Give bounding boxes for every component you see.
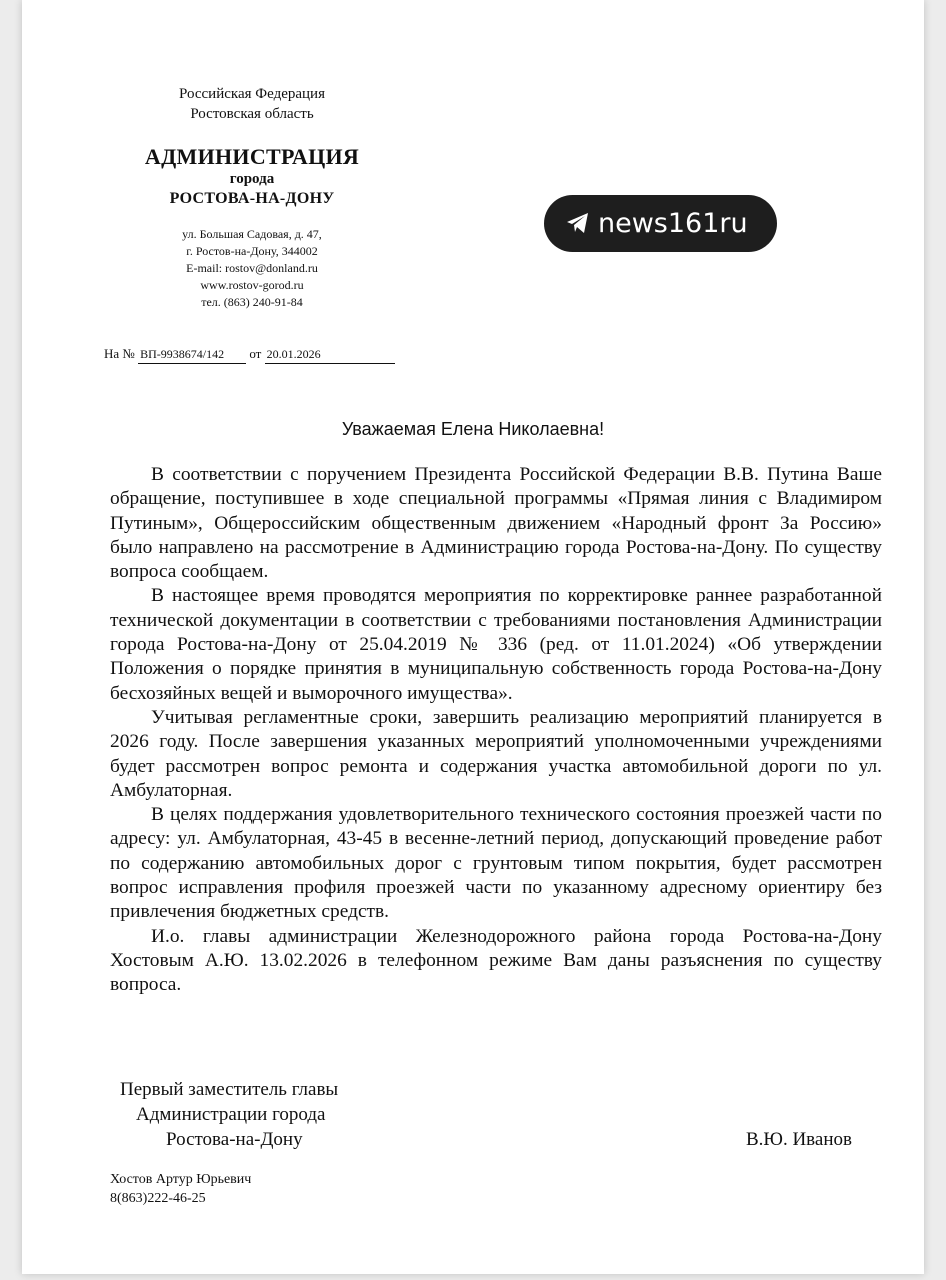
region-name: Ростовская область xyxy=(190,106,314,122)
executor-block xyxy=(110,1170,251,1208)
contact-phone: тел. (863) 240-91-84 xyxy=(201,295,303,309)
contact-block xyxy=(142,226,362,311)
letter-body xyxy=(110,463,882,998)
reference-line xyxy=(104,346,395,364)
signer-name: В.Ю. Иванов xyxy=(746,1129,852,1150)
paragraph: В целях поддержания удовлетворительного технического состояния проезжей части по адресу: ул. Амбулаторная, 43-45 в весенне-летний период, допускающий проведение работ по содержанию автомобильных дорог с грунтовым типом покрытия, будет рассмотрен вопрос исправления профиля проезжей части по указанному адресному ориентиру без привлечения бюджетных средств. xyxy=(110,804,882,923)
paragraph: Учитывая регламентные сроки, завершить реализацию мероприятий планируется в 2026 году. После завершения указанных мероприятий уполномоченными учреждениями будет рассмотрен вопрос ремонта и содержания участка автомобильной дороги по ул. Амбулаторная. xyxy=(110,706,882,801)
contact-website: www.rostov-gorod.ru xyxy=(200,278,304,292)
reference-no-label: На № xyxy=(104,346,135,361)
watermark-channel: news161ru xyxy=(598,208,748,239)
address-city: г. Ростов-на-Дону, 344002 xyxy=(186,244,318,258)
reference-date: 20.01.2026 xyxy=(265,347,395,364)
executor-name: Хостов Артур Юрьевич xyxy=(110,1172,252,1187)
city-name: РОСТОВА-НА-ДОНУ xyxy=(169,190,335,207)
paragraph: И.о. главы администрации Железнодорожного района города Ростова-на-Дону Хостовым А.Ю. 13.02.2026 в телефонном режиме Вам даны разъяснения по существу вопроса. xyxy=(110,925,882,996)
signature-title-line: Ростова-на-Дону xyxy=(166,1129,303,1150)
organization-title: АДМИНИСТРАЦИЯ xyxy=(144,144,360,169)
organization-subtitle: города xyxy=(229,171,275,187)
telegram-icon xyxy=(566,212,590,234)
greeting: Уважаемая Елена Николаевна! xyxy=(341,419,605,439)
paragraph: В настоящее время проводятся мероприятия по корректировке раннее разработанной технической документации в соответствии с требованиями постановления Администрации города Ростова-на-Дону от 25.04.2019 № 336 (ред. от 11.01.2024) «Об утверждении Положения о порядке принятия в муниципальную собственность города Ростова-на-Дону бесхозяйных вещей и выморочного имущества». xyxy=(110,585,882,704)
paragraph: В соответствии с поручением Президента Российской Федерации В.В. Путина Ваше обращение, поступившее в ходе специальной программы «Прямая линия с Владимиром Путиным», Общероссийским общественным движением «Народный фронт За Россию» было направлено на рассмотрение в Администрацию города Ростова-на-Дону. По существу вопроса сообщаем. xyxy=(110,464,882,583)
signature-title xyxy=(120,1077,338,1152)
country-name: Российская Федерация xyxy=(179,86,325,102)
contact-email: E-mail: rostov@donland.ru xyxy=(186,261,318,275)
executor-phone: 8(863)222-46-25 xyxy=(110,1191,206,1206)
reference-from-label: от xyxy=(249,346,262,361)
letterhead xyxy=(142,84,362,311)
address-street: ул. Большая Садовая, д. 47, xyxy=(182,227,322,241)
signature-title-line: Администрации города xyxy=(136,1104,326,1125)
watermark-badge xyxy=(544,195,777,252)
reference-number: ВП-9938674/142 xyxy=(138,347,246,364)
signature-title-line: Первый заместитель главы xyxy=(120,1079,339,1100)
letter-page xyxy=(22,0,924,1274)
